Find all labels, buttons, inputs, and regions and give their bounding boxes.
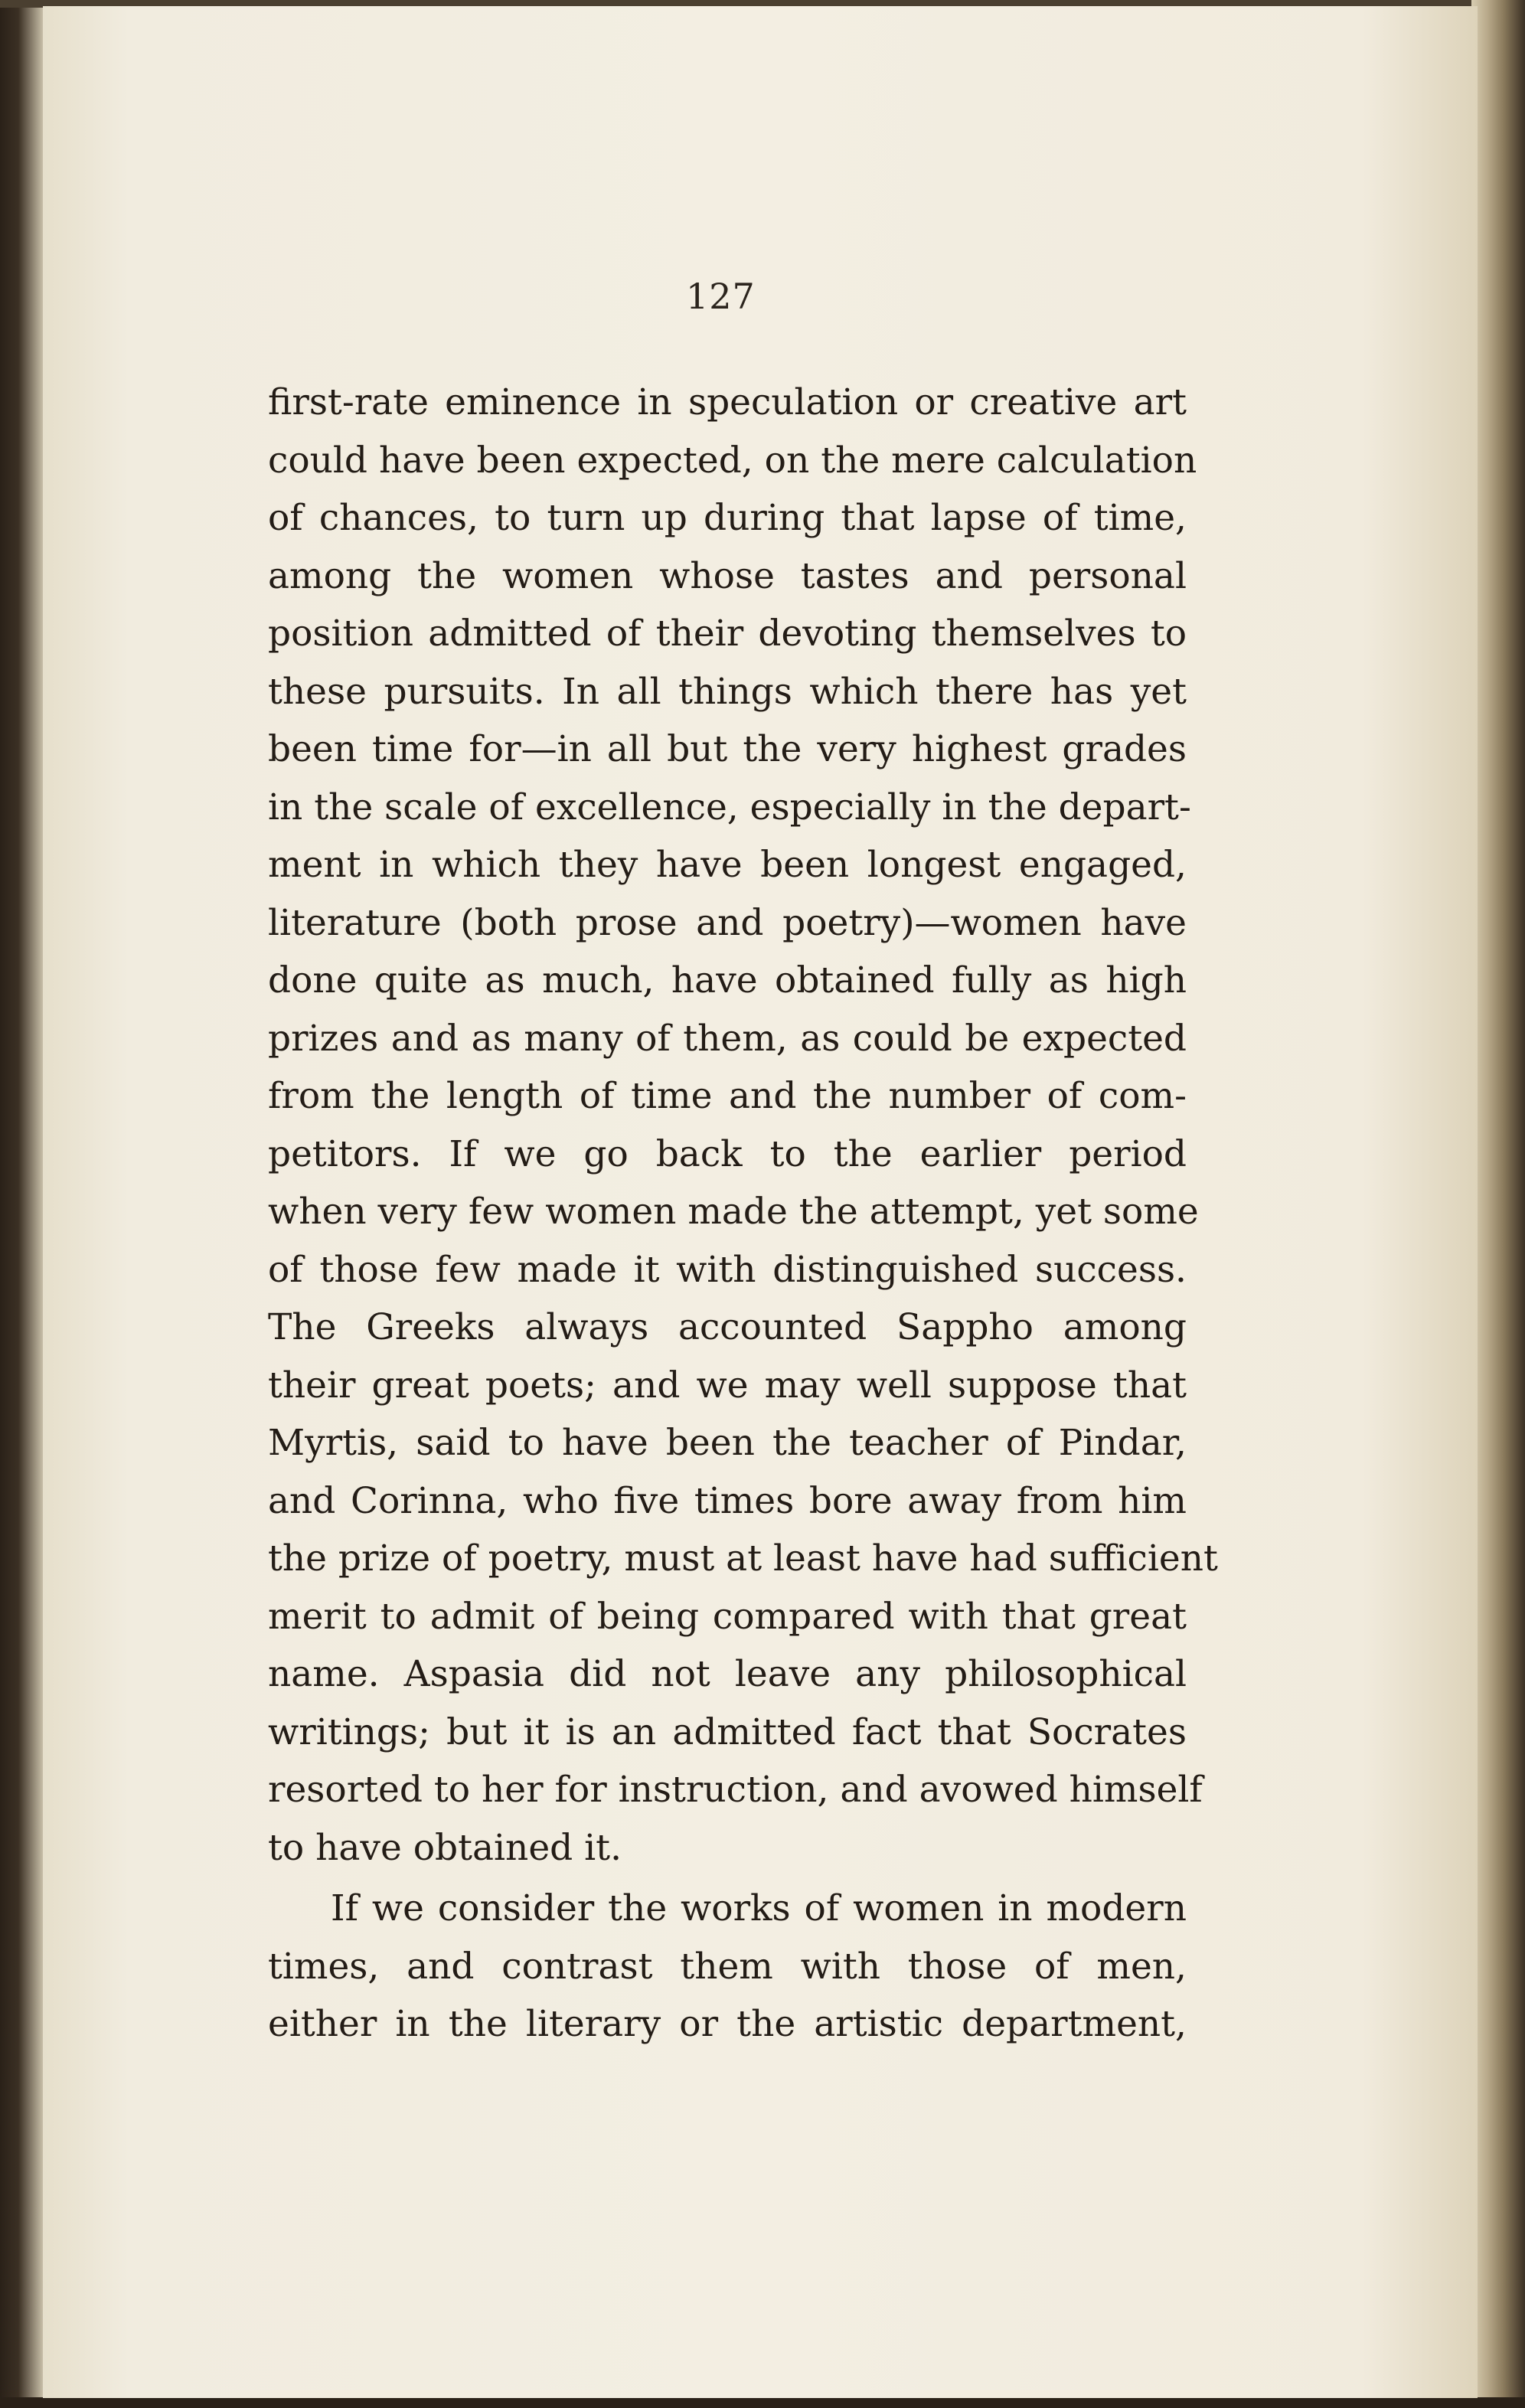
text-line: position admitted of their devoting themselves to xyxy=(268,613,1187,655)
paragraph-1 xyxy=(268,374,1218,1877)
text-line: of chances, to turn up during that lapse of time, xyxy=(268,497,1187,539)
text-line: among the women whose tastes and personal xyxy=(268,554,1187,597)
text-line: when very few women made the attempt, yet some xyxy=(268,1191,1199,1233)
text-line: Myrtis, said to have been the teacher of Pindar, xyxy=(268,1422,1187,1464)
text-line: first-rate eminence in speculation or creative art xyxy=(268,381,1187,423)
book-edge-bottom xyxy=(0,2397,1525,2408)
paragraph-2 xyxy=(268,1880,1187,2053)
text-line: If we consider the works of women in modern xyxy=(331,1887,1187,1929)
text-line: been time for—in all but the very highest grades xyxy=(268,728,1187,770)
text-line: writings; but it is an admitted fact that Socrates xyxy=(268,1710,1187,1753)
book-binding-left xyxy=(0,0,46,2408)
text-line: of those few made it with distinguished success. xyxy=(268,1248,1187,1291)
text-line: these pursuits. In all things which there has yet xyxy=(268,670,1187,713)
text-line: prizes and as many of them, as could be expected xyxy=(268,1017,1187,1060)
body-text xyxy=(268,374,1218,2053)
page-number: 127 xyxy=(686,276,756,317)
text-line: could have been expected, on the mere calculation xyxy=(268,439,1197,482)
book-page-edges-right xyxy=(1471,0,1525,2408)
text-line: from the length of time and the number of com- xyxy=(268,1075,1187,1117)
text-line: done quite as much, have obtained fully as high xyxy=(268,959,1187,1001)
text-line: either in the literary or the artistic department, xyxy=(268,2003,1187,2045)
text-line: in the scale of excellence, especially in the depart- xyxy=(268,786,1191,828)
text-line: to have obtained it. xyxy=(268,1826,622,1869)
text-line: literature (both prose and poetry)—women have xyxy=(268,901,1187,944)
text-line: and Corinna, who five times bore away from him xyxy=(268,1479,1187,1522)
text-line: resorted to her for instruction, and avowed himself xyxy=(268,1769,1203,1811)
text-line: The Greeks always accounted Sappho among xyxy=(268,1306,1187,1348)
text-line: merit to admit of being compared with that great xyxy=(268,1595,1187,1638)
text-line: name. Aspasia did not leave any philosophical xyxy=(268,1653,1187,1695)
text-line: ment in which they have been longest engaged, xyxy=(268,844,1187,886)
text-line: times, and contrast them with those of men, xyxy=(268,1945,1187,1988)
text-line: the prize of poetry, must at least have had sufficient xyxy=(268,1537,1218,1580)
text-line: petitors. If we go back to the earlier period xyxy=(268,1132,1187,1175)
text-line: their great poets; and we may well suppose that xyxy=(268,1364,1187,1407)
